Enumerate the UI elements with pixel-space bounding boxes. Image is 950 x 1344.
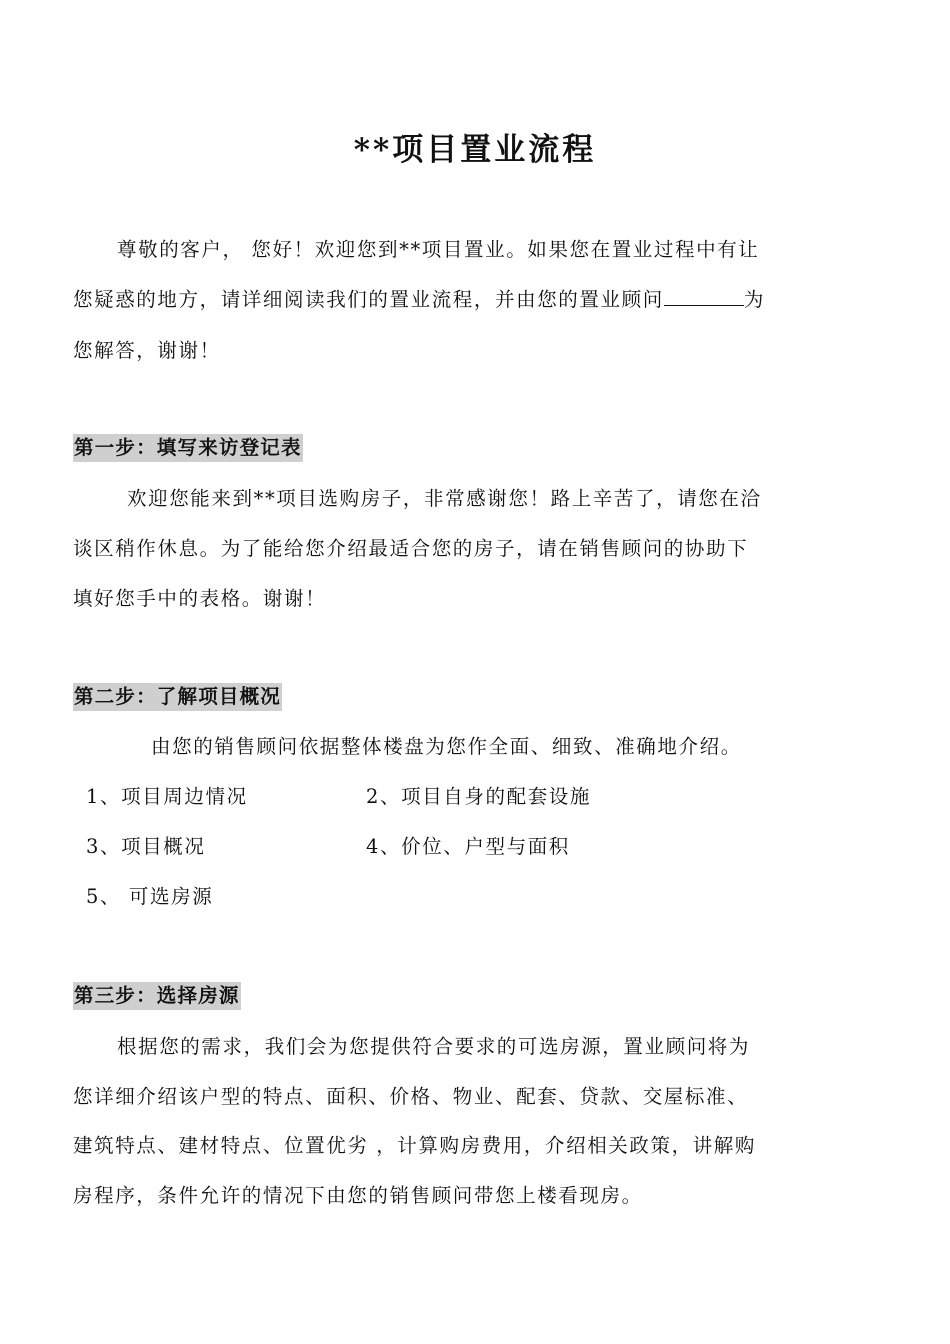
step3-line-2: 您详细介绍该户型的特点、面积、价格、物业、配套、贷款、交屋标准、: [73, 1085, 749, 1108]
consultant-name-blank: [664, 287, 744, 306]
step3-line-4: 房程序，条件允许的情况下由您的销售顾问带您上楼看现房。: [73, 1184, 643, 1207]
intro-line-3: 您解答，谢谢！: [73, 339, 221, 362]
intro-line-2: [73, 286, 813, 314]
step2-list-item: 2、项目自身的配套设施: [366, 785, 592, 808]
intro-line-2-text: 您疑惑的地方，请详细阅读我们的置业流程，并由您的置业顾问: [73, 288, 664, 311]
step3-line-1: 根据您的需求，我们会为您提供符合要求的可选房源，置业顾问将为: [117, 1035, 751, 1058]
step3-heading: 第三步：选择房源: [73, 982, 241, 1010]
page-title: **项目置业流程: [353, 132, 597, 168]
intro-line-2-end: 为: [743, 288, 765, 311]
step2-list-item: 3、项目概况: [86, 835, 206, 858]
step1-heading: 第一步：填写来访登记表: [73, 434, 303, 462]
step1-line-3: 填好您手中的表格。谢谢！: [73, 587, 327, 610]
step2-heading: 第二步：了解项目概况: [73, 683, 282, 711]
step2-line-1: 由您的销售顾问依据整体楼盘为您作全面、细致、准确地介绍。: [151, 735, 742, 758]
step1-line-2: 谈区稍作休息。为了能给您介绍最适合您的房子，请在销售顾问的协助下: [73, 537, 749, 560]
step2-list-item: 5、 可选房源: [86, 885, 214, 908]
step3-line-3: 建筑特点、建材特点、位置优劣 ，计算购房费用，介绍相关政策，讲解购: [73, 1134, 756, 1157]
step2-list-item: 1、项目周边情况: [86, 785, 248, 808]
step2-list-item: 4、价位、户型与面积: [366, 835, 570, 858]
intro-line-1: 尊敬的客户， 您好！欢迎您到**项目置业。如果您在置业过程中有让: [117, 238, 760, 261]
step1-line-1: 欢迎您能来到**项目选购房子，非常感谢您！路上辛苦了，请您在洽: [127, 487, 762, 510]
